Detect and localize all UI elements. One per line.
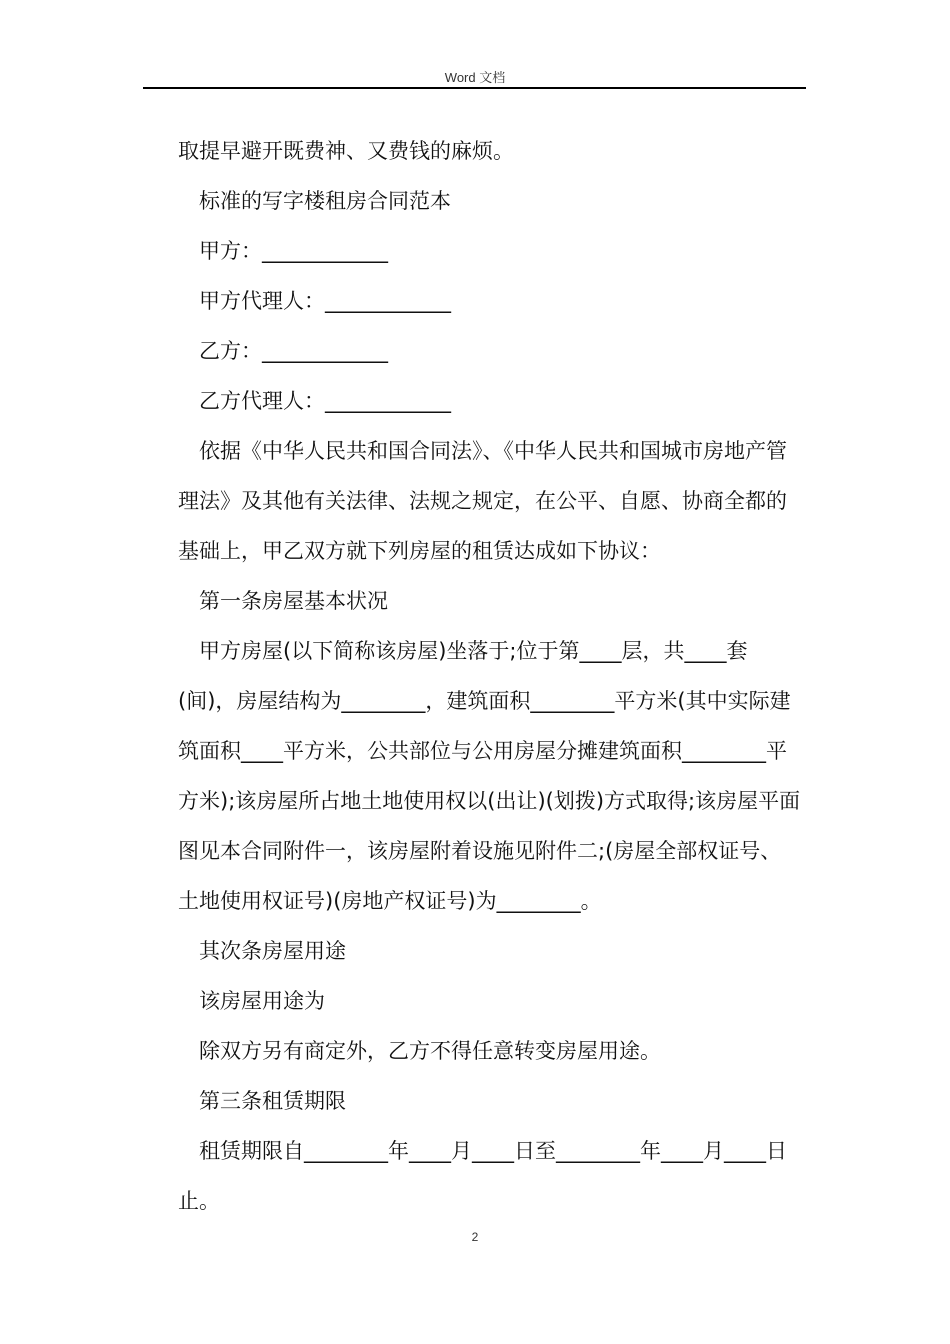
section-heading: 其次条房屋用途 bbox=[199, 939, 346, 963]
paragraph: 甲方房屋(以下简称该房屋)坐落于;位于第____层，共____套(间)，房屋结构为________，建筑面积________平方米(其中实际建筑面积____平方米，公共部位与公用房屋分摊建筑面积________平方米);该房屋所占地土地使用权以(出让)(划拨)方式取得;该房屋平面图见本合同附件一，该房屋附着设施见附件二;(房屋全部权证号、土地使用权证号)(房地产权证号)为________。 bbox=[178, 639, 801, 913]
party-b-field: 乙方：____________ bbox=[199, 339, 388, 363]
paragraph: 租赁期限自________年____月____日至________年____月____日止。 bbox=[178, 1139, 787, 1213]
party-a-agent-field: 甲方代理人：____________ bbox=[199, 289, 451, 313]
page-number: 2 bbox=[471, 1230, 479, 1244]
header-divider bbox=[143, 87, 806, 89]
paragraph: 除双方另有商定外，乙方不得任意转变房屋用途。 bbox=[199, 1039, 661, 1063]
paragraph: 取提早避开既费神、又费钱的麻烦。 bbox=[178, 139, 514, 163]
section-heading: 第一条房屋基本状况 bbox=[199, 589, 388, 613]
party-b-agent-field: 乙方代理人：____________ bbox=[199, 389, 451, 413]
page-header-title: Word 文档 bbox=[444, 70, 506, 85]
paragraph: 依据《中华人民共和国合同法》、《中华人民共和国城市房地产管理法》及其他有关法律、法规之规定，在公平、自愿、协商全都的基础上，甲乙双方就下列房屋的租赁达成如下协议： bbox=[178, 439, 787, 563]
document-body bbox=[178, 126, 802, 1226]
paragraph: 该房屋用途为 bbox=[199, 989, 325, 1013]
contract-title: 标准的写字楼租房合同范本 bbox=[199, 189, 451, 213]
party-a-field: 甲方：____________ bbox=[199, 239, 388, 263]
section-heading: 第三条租赁期限 bbox=[199, 1089, 346, 1113]
